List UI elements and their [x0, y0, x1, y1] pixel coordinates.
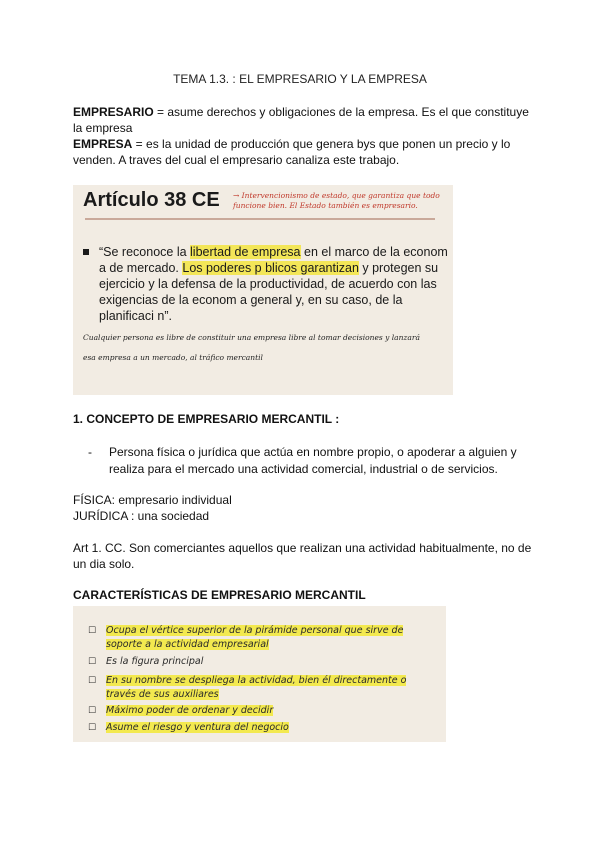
- articulo-38-image: [73, 185, 453, 395]
- list-item-text: Es la figura principal: [106, 656, 204, 667]
- quote-part-1: “Se reconoce la: [99, 245, 191, 259]
- list-item-text: Ocupa el vértice superior de la pirámide personal que sirve de soporte a la actividad empresarial: [106, 625, 404, 650]
- square-bullet-icon: [83, 249, 89, 255]
- section1-heading: 1. CONCEPTO DE EMPRESARIO MERCANTIL :: [73, 412, 340, 426]
- empresa-def-text: = es la unidad de producción que genera bys que ponen un precio y lo venden. A traves del cual el empresario canaliza este trabajo.: [73, 137, 511, 167]
- dash-bullet: -: [88, 445, 92, 459]
- quote-part-3: y protegen su ejercicio y la defensa de la productividad, de acuerdo con las exigencias de la econom a general y, en su caso, de la planificaci n”.: [99, 261, 439, 323]
- quote-highlight-2: Los poderes p blicos garantizan: [182, 261, 359, 275]
- art1-paragraph: Art 1. CC. Son comerciantes aquellos que realizan una actividad habitualmente, no de un dia solo.: [73, 541, 532, 571]
- list-item-text: En su nombre se despliega la actividad, bien él directamente o través de sus auxiliares: [106, 675, 407, 700]
- handwritten-note-black: Cualquier persona es libre de constituir una empresa libre al tomar decisiones y lanzará esa empresa a un mercado, al tráfico mercantil: [83, 333, 420, 362]
- checkbox-icon: ☐: [88, 657, 97, 667]
- section2-heading: CARACTERÍSTICAS DE EMPRESARIO MERCANTIL: [73, 588, 366, 602]
- page-title: TEMA 1.3. : EL EMPRESARIO Y LA EMPRESA: [173, 72, 427, 86]
- fisica-line: FÍSICA: empresario individual: [73, 493, 232, 507]
- checkbox-icon: ☐: [88, 626, 97, 636]
- empresario-term: EMPRESARIO: [73, 105, 154, 119]
- list-item-text: Asume el riesgo y ventura del negocio: [106, 722, 289, 733]
- empresa-term: EMPRESA: [73, 137, 133, 151]
- handwritten-note-red: → Intervencionismo de estado, que garantiza que todo funcione bien. El Estado también es empresario.: [233, 191, 440, 210]
- caracteristicas-image: [73, 606, 446, 742]
- empresario-definition: [73, 104, 533, 136]
- empresa-definition: [73, 136, 533, 168]
- quote-highlight-1: libertad de empresa: [190, 245, 301, 259]
- quote-part-2: en el marco de la econom a de mercado.: [99, 245, 448, 275]
- checkbox-icon: ☐: [88, 723, 97, 733]
- empresario-def-text: = asume derechos y obligaciones de la empresa. Es el que constituye la empresa: [73, 105, 529, 135]
- articulo-quote: [99, 244, 449, 324]
- list-item-text: Máximo poder de ordenar y decidir: [106, 705, 274, 716]
- list-item-text: Persona física o jurídica que actúa en nombre propio, o apoderar a alguien y realiza para el mercado una actividad comercial, industrial o de servicios.: [109, 445, 517, 476]
- articulo-title: Artículo 38 CE: [83, 189, 220, 211]
- checkbox-icon: ☐: [88, 706, 97, 716]
- checkbox-icon: ☐: [88, 676, 97, 686]
- articulo-underline: [85, 218, 435, 220]
- juridica-line: JURÍDICA : una sociedad: [73, 509, 210, 523]
